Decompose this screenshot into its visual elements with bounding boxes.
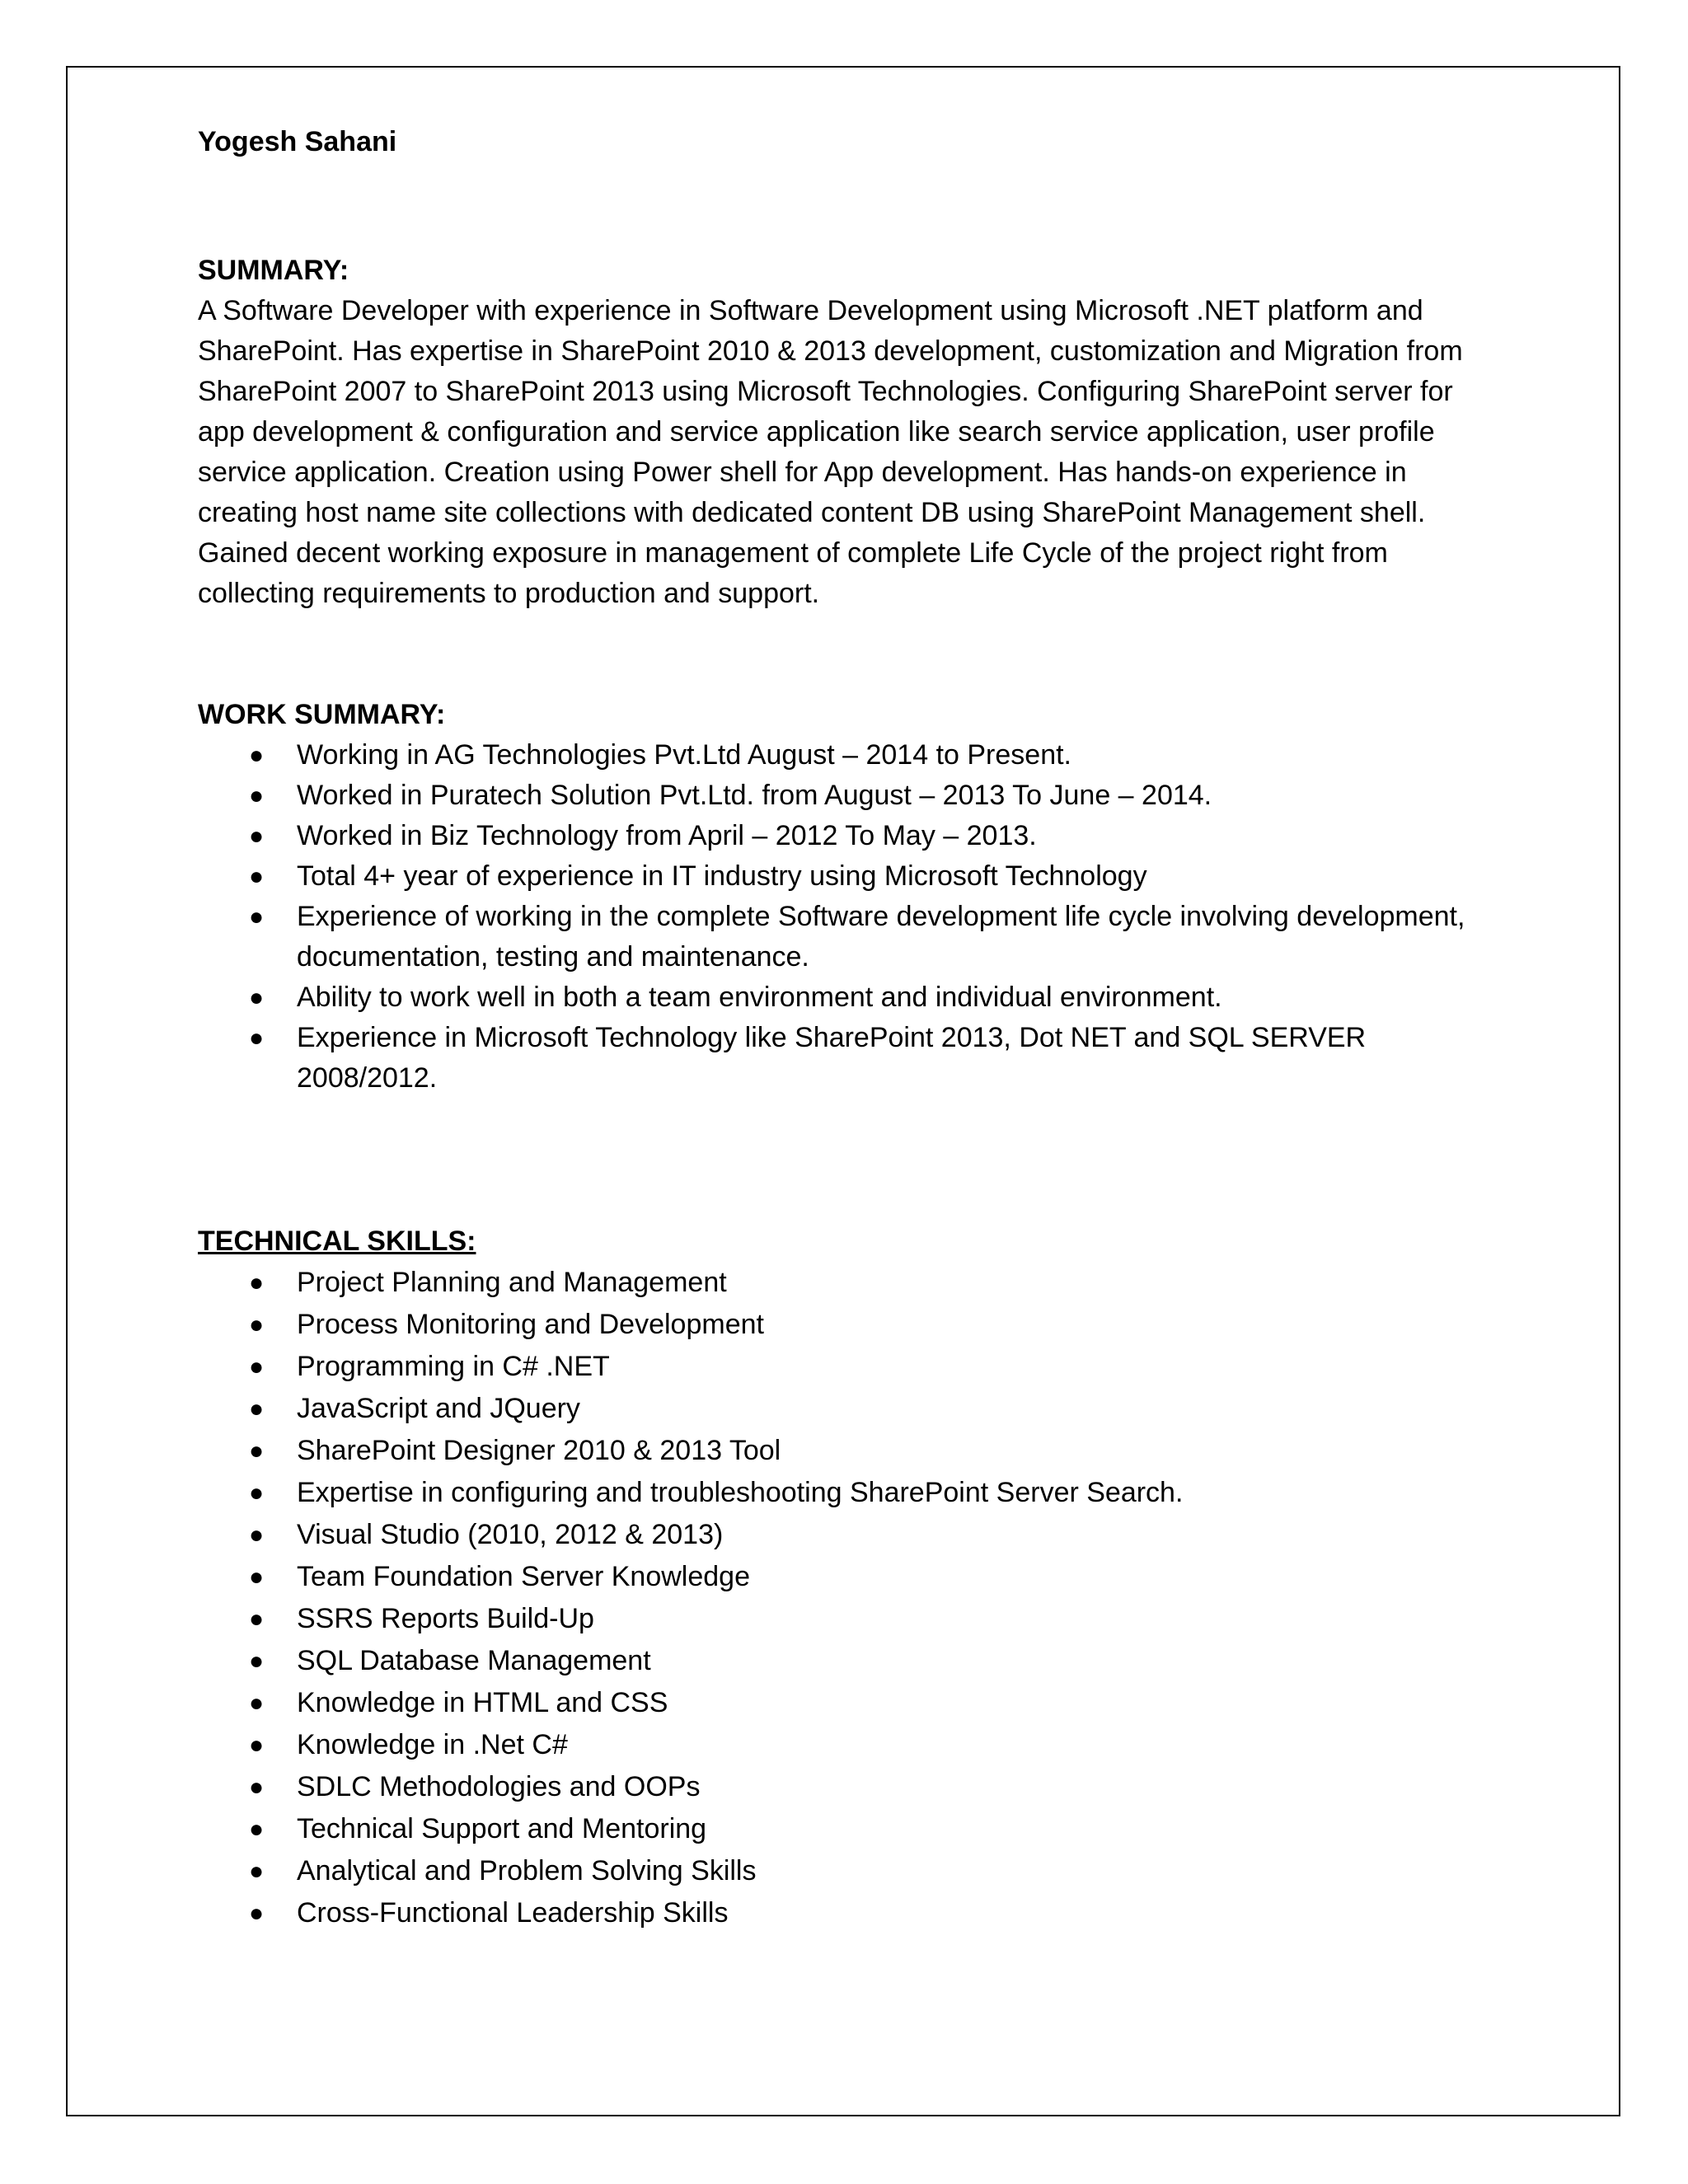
list-item-text: Technical Support and Mentoring xyxy=(297,1813,707,1844)
list-item-text: Experience in Microsoft Technology like SharePoint 2013, Dot NET and SQL SERVER 2008/2012. xyxy=(297,1022,1367,1094)
list-item xyxy=(198,1472,1500,1514)
list-item xyxy=(198,977,1500,1018)
list-item-text: Team Foundation Server Knowledge xyxy=(297,1561,750,1592)
work-summary-heading: WORK SUMMARY: xyxy=(198,699,446,730)
list-item-text: Worked in Puratech Solution Pvt.Ltd. from August – 2013 To June – 2014. xyxy=(297,780,1212,811)
list-item-text: Total 4+ year of experience in IT industry using Microsoft Technology xyxy=(297,860,1147,892)
list-item xyxy=(198,1262,1500,1304)
list-item xyxy=(198,1598,1500,1640)
summary-paragraph: A Software Developer with experience in Software Development using Microsoft .NET platform and SharePoint. Has expertise in SharePoint 2010 & 2013 development, customization and Migration from SharePoint 2007 to SharePoint 2013 using Microsoft Technologies. Configuring SharePoint server for app development & configuration and service application like search service application, user profile service application. Creation using Power shell for App development. Has hands-on experience in creating host name site collections with dedicated content DB using SharePoint Management shell. xyxy=(198,295,1463,528)
bullet-dot-icon: ● xyxy=(249,1774,265,1801)
list-item xyxy=(198,1640,1500,1682)
bullet-dot-icon: ● xyxy=(249,1690,265,1717)
list-item xyxy=(198,897,1500,977)
bullet-dot-icon: ● xyxy=(249,1024,265,1052)
bullet-dot-icon: ● xyxy=(249,1395,265,1422)
list-item-text: Ability to work well in both a team environment and individual environment. xyxy=(297,982,1222,1013)
bullet-dot-icon: ● xyxy=(249,1605,265,1633)
bullet-dot-icon: ● xyxy=(249,742,265,769)
list-item-text: Knowledge in HTML and CSS xyxy=(297,1687,668,1718)
list-item-text: Process Monitoring and Development xyxy=(297,1309,764,1340)
list-item xyxy=(198,1304,1500,1346)
list-item-text: Worked in Biz Technology from April – 2012 To May – 2013. xyxy=(297,820,1037,851)
list-item xyxy=(198,1514,1500,1556)
list-item-text: Visual Studio (2010, 2012 & 2013) xyxy=(297,1519,724,1550)
list-item xyxy=(198,1556,1500,1598)
list-item xyxy=(198,1430,1500,1472)
bullet-dot-icon: ● xyxy=(249,863,265,890)
list-item-text: Knowledge in .Net C# xyxy=(297,1729,568,1760)
summary-heading: SUMMARY: xyxy=(198,255,349,286)
list-item-text: Experience of working in the complete Software development life cycle involving development, documentation, testing and maintenance. xyxy=(297,901,1465,972)
bullet-dot-icon: ● xyxy=(249,1563,265,1591)
summary-paragraph: Gained decent working exposure in management of complete Life Cycle of the project right from collecting requirements to production and support. xyxy=(198,537,1388,609)
list-item-text: Working in AG Technologies Pvt.Ltd August – 2014 to Present. xyxy=(297,739,1071,771)
technical-skills-list xyxy=(198,1262,1500,1934)
bullet-dot-icon: ● xyxy=(249,1479,265,1507)
bullet-dot-icon: ● xyxy=(249,903,265,930)
list-item xyxy=(198,735,1500,776)
list-item xyxy=(198,816,1500,856)
candidate-name: Yogesh Sahani xyxy=(198,126,397,157)
list-item xyxy=(198,1346,1500,1388)
list-item-text: Programming in C# .NET xyxy=(297,1351,610,1382)
bullet-dot-icon: ● xyxy=(249,1269,265,1296)
list-item-text: SharePoint Designer 2010 & 2013 Tool xyxy=(297,1435,781,1466)
bullet-dot-icon: ● xyxy=(249,823,265,850)
bullet-dot-icon: ● xyxy=(249,1816,265,1843)
list-item-text: SDLC Methodologies and OOPs xyxy=(297,1771,701,1802)
list-item-text: Analytical and Problem Solving Skills xyxy=(297,1855,757,1886)
bullet-dot-icon: ● xyxy=(249,984,265,1011)
list-item xyxy=(198,1388,1500,1430)
bullet-dot-icon: ● xyxy=(249,1858,265,1885)
list-item-text: Expertise in configuring and troubleshooting SharePoint Server Search. xyxy=(297,1477,1184,1508)
list-item xyxy=(198,1766,1500,1808)
bullet-dot-icon: ● xyxy=(249,1353,265,1380)
list-item xyxy=(198,1682,1500,1724)
list-item xyxy=(198,1850,1500,1892)
list-item xyxy=(198,1808,1500,1850)
list-item-text: Project Planning and Management xyxy=(297,1267,727,1298)
list-item xyxy=(198,1892,1500,1934)
bullet-dot-icon: ● xyxy=(249,1900,265,1927)
list-item xyxy=(198,856,1500,897)
list-item-text: SQL Database Management xyxy=(297,1645,651,1676)
bullet-dot-icon: ● xyxy=(249,1521,265,1549)
list-item-text: Cross-Functional Leadership Skills xyxy=(297,1897,729,1929)
bullet-dot-icon: ● xyxy=(249,782,265,809)
list-item-text: JavaScript and JQuery xyxy=(297,1393,580,1424)
list-item xyxy=(198,1724,1500,1766)
list-item xyxy=(198,1018,1500,1099)
technical-skills-heading: TECHNICAL SKILLS: xyxy=(198,1226,476,1257)
list-item-text: SSRS Reports Build-Up xyxy=(297,1603,594,1634)
work-summary-list xyxy=(198,735,1500,1099)
bullet-dot-icon: ● xyxy=(249,1311,265,1338)
list-item xyxy=(198,776,1500,816)
resume-body xyxy=(198,122,1500,1934)
bullet-dot-icon: ● xyxy=(249,1732,265,1759)
bullet-dot-icon: ● xyxy=(249,1437,265,1465)
bullet-dot-icon: ● xyxy=(249,1647,265,1675)
